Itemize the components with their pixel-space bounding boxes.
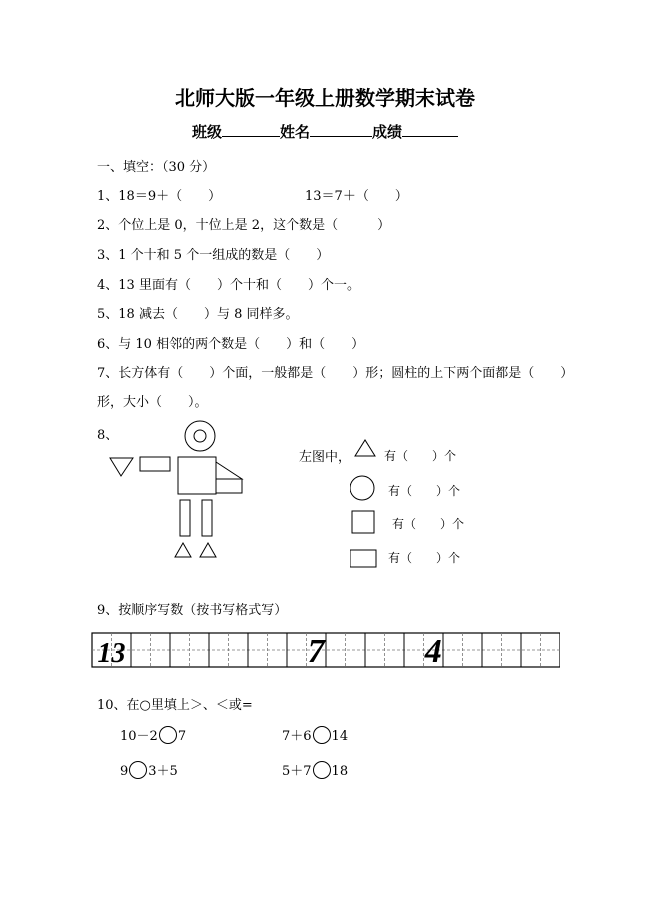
triangle-count-line: 有（ ）个 <box>384 449 457 463</box>
grid-number: 7 <box>307 633 325 669</box>
question-8-intro: 左图中， <box>299 450 352 465</box>
robot-arm-triangle <box>110 458 133 476</box>
question-10-label: 10、在○里填上＞、＜或= <box>97 698 253 713</box>
shape-legend <box>350 437 380 577</box>
compare-left: 10－2 <box>120 729 158 744</box>
robot-leg-left <box>180 500 190 536</box>
question-6: 6、与 10 相邻的两个数是（ ）和（ ） <box>97 337 365 352</box>
compare-right: 14 <box>331 729 349 744</box>
circle-icon <box>350 476 374 500</box>
compare-item <box>282 760 348 779</box>
question-7b: 形，大小（ ）。 <box>97 395 208 410</box>
class-blank[interactable] <box>222 121 280 137</box>
student-info-line <box>0 121 650 142</box>
compare-right: 7 <box>177 729 187 744</box>
compare-left: 9 <box>120 764 129 779</box>
square-count-line: 有（ ）个 <box>392 517 465 531</box>
compare-item <box>282 725 348 744</box>
question-8-number: 8、 <box>97 428 119 443</box>
name-label: 姓名 <box>279 123 310 141</box>
compare-circle[interactable] <box>129 761 147 779</box>
robot-foot-left <box>175 543 191 557</box>
grid-number: 13 <box>97 638 126 669</box>
compare-left: 5＋7 <box>282 764 312 779</box>
robot-foot-right <box>200 543 216 557</box>
compare-right: 3＋5 <box>148 764 178 779</box>
question-5: 5、18 减去（ ）与 8 同样多。 <box>97 307 299 322</box>
question-4: 4、13 里面有（ ）个十和（ ）个一。 <box>97 278 360 293</box>
question-1b: 13＝7＋（ ） <box>305 189 408 204</box>
page-title: 北师大版一年级上册数学期末试卷 <box>175 86 475 110</box>
writing-grid <box>90 631 560 669</box>
robot-head-outer <box>185 421 215 451</box>
question-1a: 1、18＝9＋（ ） <box>97 189 222 204</box>
score-blank[interactable] <box>402 121 458 137</box>
compare-left: 7＋6 <box>282 729 312 744</box>
compare-right: 18 <box>331 764 349 779</box>
grid-number: 4 <box>424 633 442 669</box>
triangle-icon <box>355 440 375 456</box>
circle-count-line: 有（ ）个 <box>388 484 461 498</box>
compare-circle[interactable] <box>159 726 177 744</box>
rectangle-count-line: 有（ ）个 <box>388 551 461 565</box>
robot-arm-rect <box>140 457 170 471</box>
square-icon <box>352 511 374 533</box>
compare-circle[interactable] <box>313 761 331 779</box>
class-label: 班级 <box>191 123 222 141</box>
robot-body-square <box>178 457 216 494</box>
section-header: 一、填空：（30 分） <box>97 160 216 175</box>
question-2: 2、个位上是 0，十位上是 2，这个数是（ ） <box>97 218 391 233</box>
robot-figure <box>100 415 260 565</box>
question-3: 3、1 个十和 5 个一组成的数是（ ） <box>97 248 330 263</box>
compare-circle[interactable] <box>313 726 331 744</box>
compare-item <box>120 760 178 779</box>
name-blank[interactable] <box>310 121 372 137</box>
compare-item <box>120 725 186 744</box>
robot-leg-right <box>202 500 212 536</box>
rectangle-icon <box>350 550 376 567</box>
robot-body-flag <box>216 462 242 479</box>
question-7a: 7、长方体有（ ）个面，一般都是（ ）形；圆柱的上下两个面都是（ ） <box>97 366 574 381</box>
score-label: 成绩 <box>372 123 403 141</box>
robot-body-flag-rect <box>216 479 242 493</box>
question-9-label: 9、按顺序写数（按书写格式写） <box>97 603 288 618</box>
robot-head-inner <box>194 430 206 442</box>
